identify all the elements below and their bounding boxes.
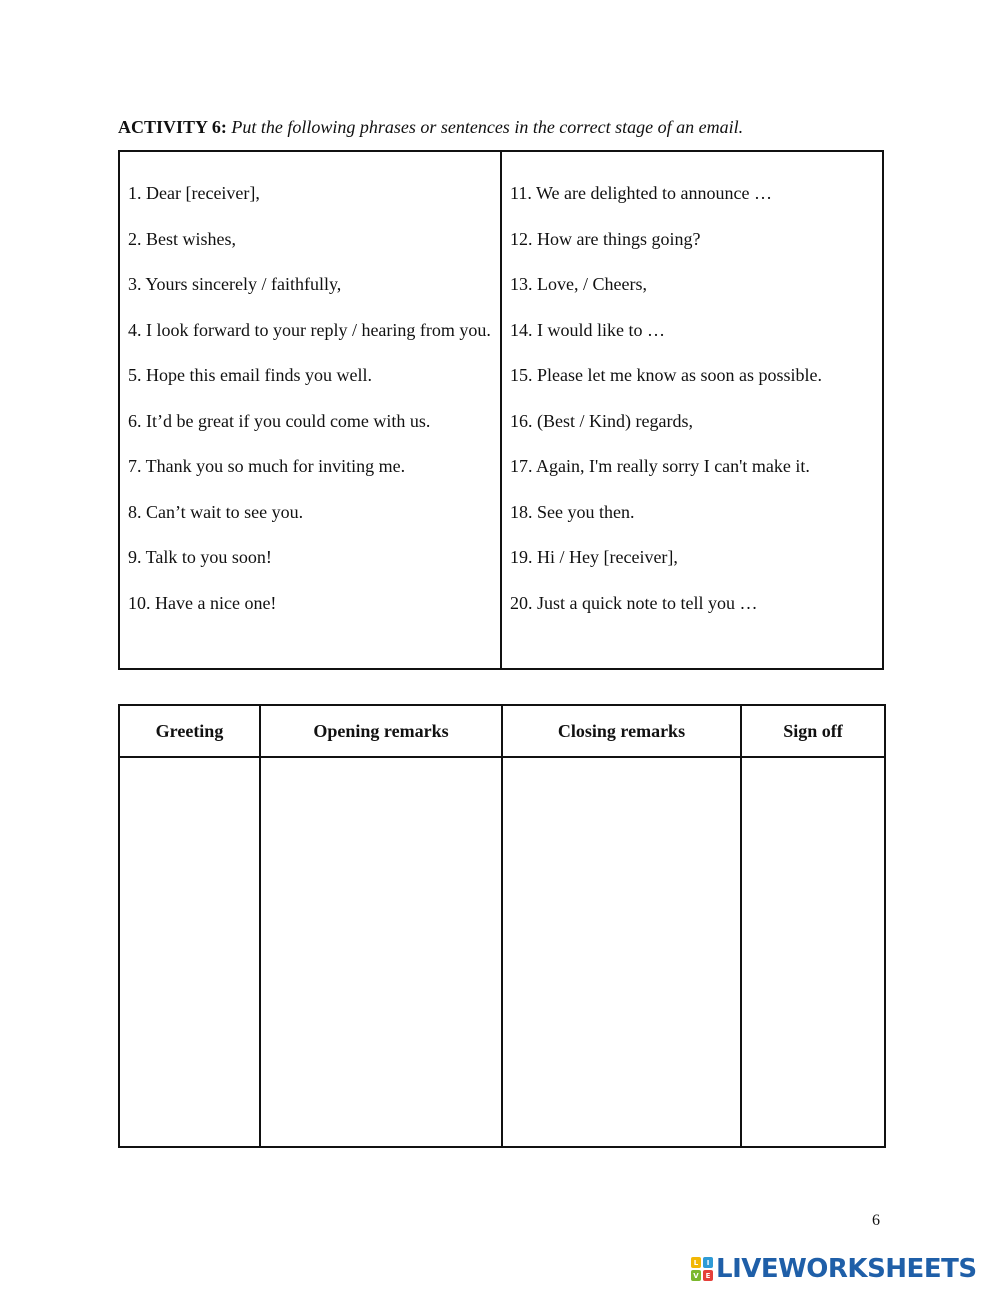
phrase-item: 18. See you then. — [510, 501, 635, 522]
header-closing-remarks: Closing remarks — [502, 705, 741, 757]
phrase-item: 17. Again, I'm really sorry I can't make it. — [510, 456, 810, 476]
phrase-item: 12. How are things going? — [510, 228, 701, 249]
header-sign-off: Sign off — [741, 705, 885, 757]
page-number: 6 — [872, 1212, 880, 1229]
logo-mark-v: V — [691, 1270, 701, 1281]
table-row — [119, 757, 885, 1147]
logo-mark-l: L — [691, 1257, 701, 1268]
phrase-column-left — [120, 152, 502, 668]
header-greeting: Greeting — [119, 705, 260, 757]
logo-mark-i: I — [703, 1257, 713, 1268]
phrase-item: 4. I look forward to your reply / hearing from you. — [128, 319, 491, 340]
logo-text: LIVEWORKSHEETS — [716, 1254, 977, 1284]
liveworksheets-logo[interactable] — [691, 1254, 977, 1284]
phrase-item: 15. Please let me know as soon as possible. — [510, 365, 822, 385]
phrase-item: 19. Hi / Hey [receiver], — [510, 547, 678, 567]
phrase-item: 1. Dear [receiver], — [128, 183, 260, 203]
phrase-item: 10. Have a nice one! — [128, 592, 277, 613]
phrase-item: 14. I would like to … — [510, 319, 665, 340]
phrase-bank — [118, 150, 884, 670]
activity-label: ACTIVITY 6: — [118, 117, 227, 137]
greeting-answer-cell[interactable] — [119, 757, 260, 1147]
liveworksheets-logo-icon — [691, 1257, 713, 1281]
phrase-column-right — [502, 152, 882, 668]
header-opening-remarks: Opening remarks — [260, 705, 502, 757]
phrase-item: 20. Just a quick note to tell you … — [510, 592, 758, 613]
phrase-item: 5. Hope this email finds you well. — [128, 365, 372, 385]
opening-remarks-answer-cell[interactable] — [260, 757, 502, 1147]
activity-heading — [118, 117, 743, 138]
phrase-item: 16. (Best / Kind) regards, — [510, 410, 693, 431]
phrase-item: 3. Yours sincerely / faithfully, — [128, 274, 342, 294]
phrase-item: 6. It’d be great if you could come with us. — [128, 410, 431, 431]
phrase-item: 2. Best wishes, — [128, 228, 236, 249]
phrase-item: 9. Talk to you soon! — [128, 547, 272, 567]
email-stages-table — [118, 704, 886, 1148]
phrase-item: 13. Love, / Cheers, — [510, 274, 647, 294]
sign-off-answer-cell[interactable] — [741, 757, 885, 1147]
closing-remarks-answer-cell[interactable] — [502, 757, 741, 1147]
table-header-row — [119, 705, 885, 757]
phrase-item: 7. Thank you so much for inviting me. — [128, 456, 406, 476]
activity-instruction: Put the following phrases or sentences in the correct stage of an email. — [231, 117, 744, 137]
phrase-item: 11. We are delighted to announce … — [510, 183, 772, 203]
logo-mark-e: E — [703, 1270, 713, 1281]
phrase-item: 8. Can’t wait to see you. — [128, 501, 304, 522]
